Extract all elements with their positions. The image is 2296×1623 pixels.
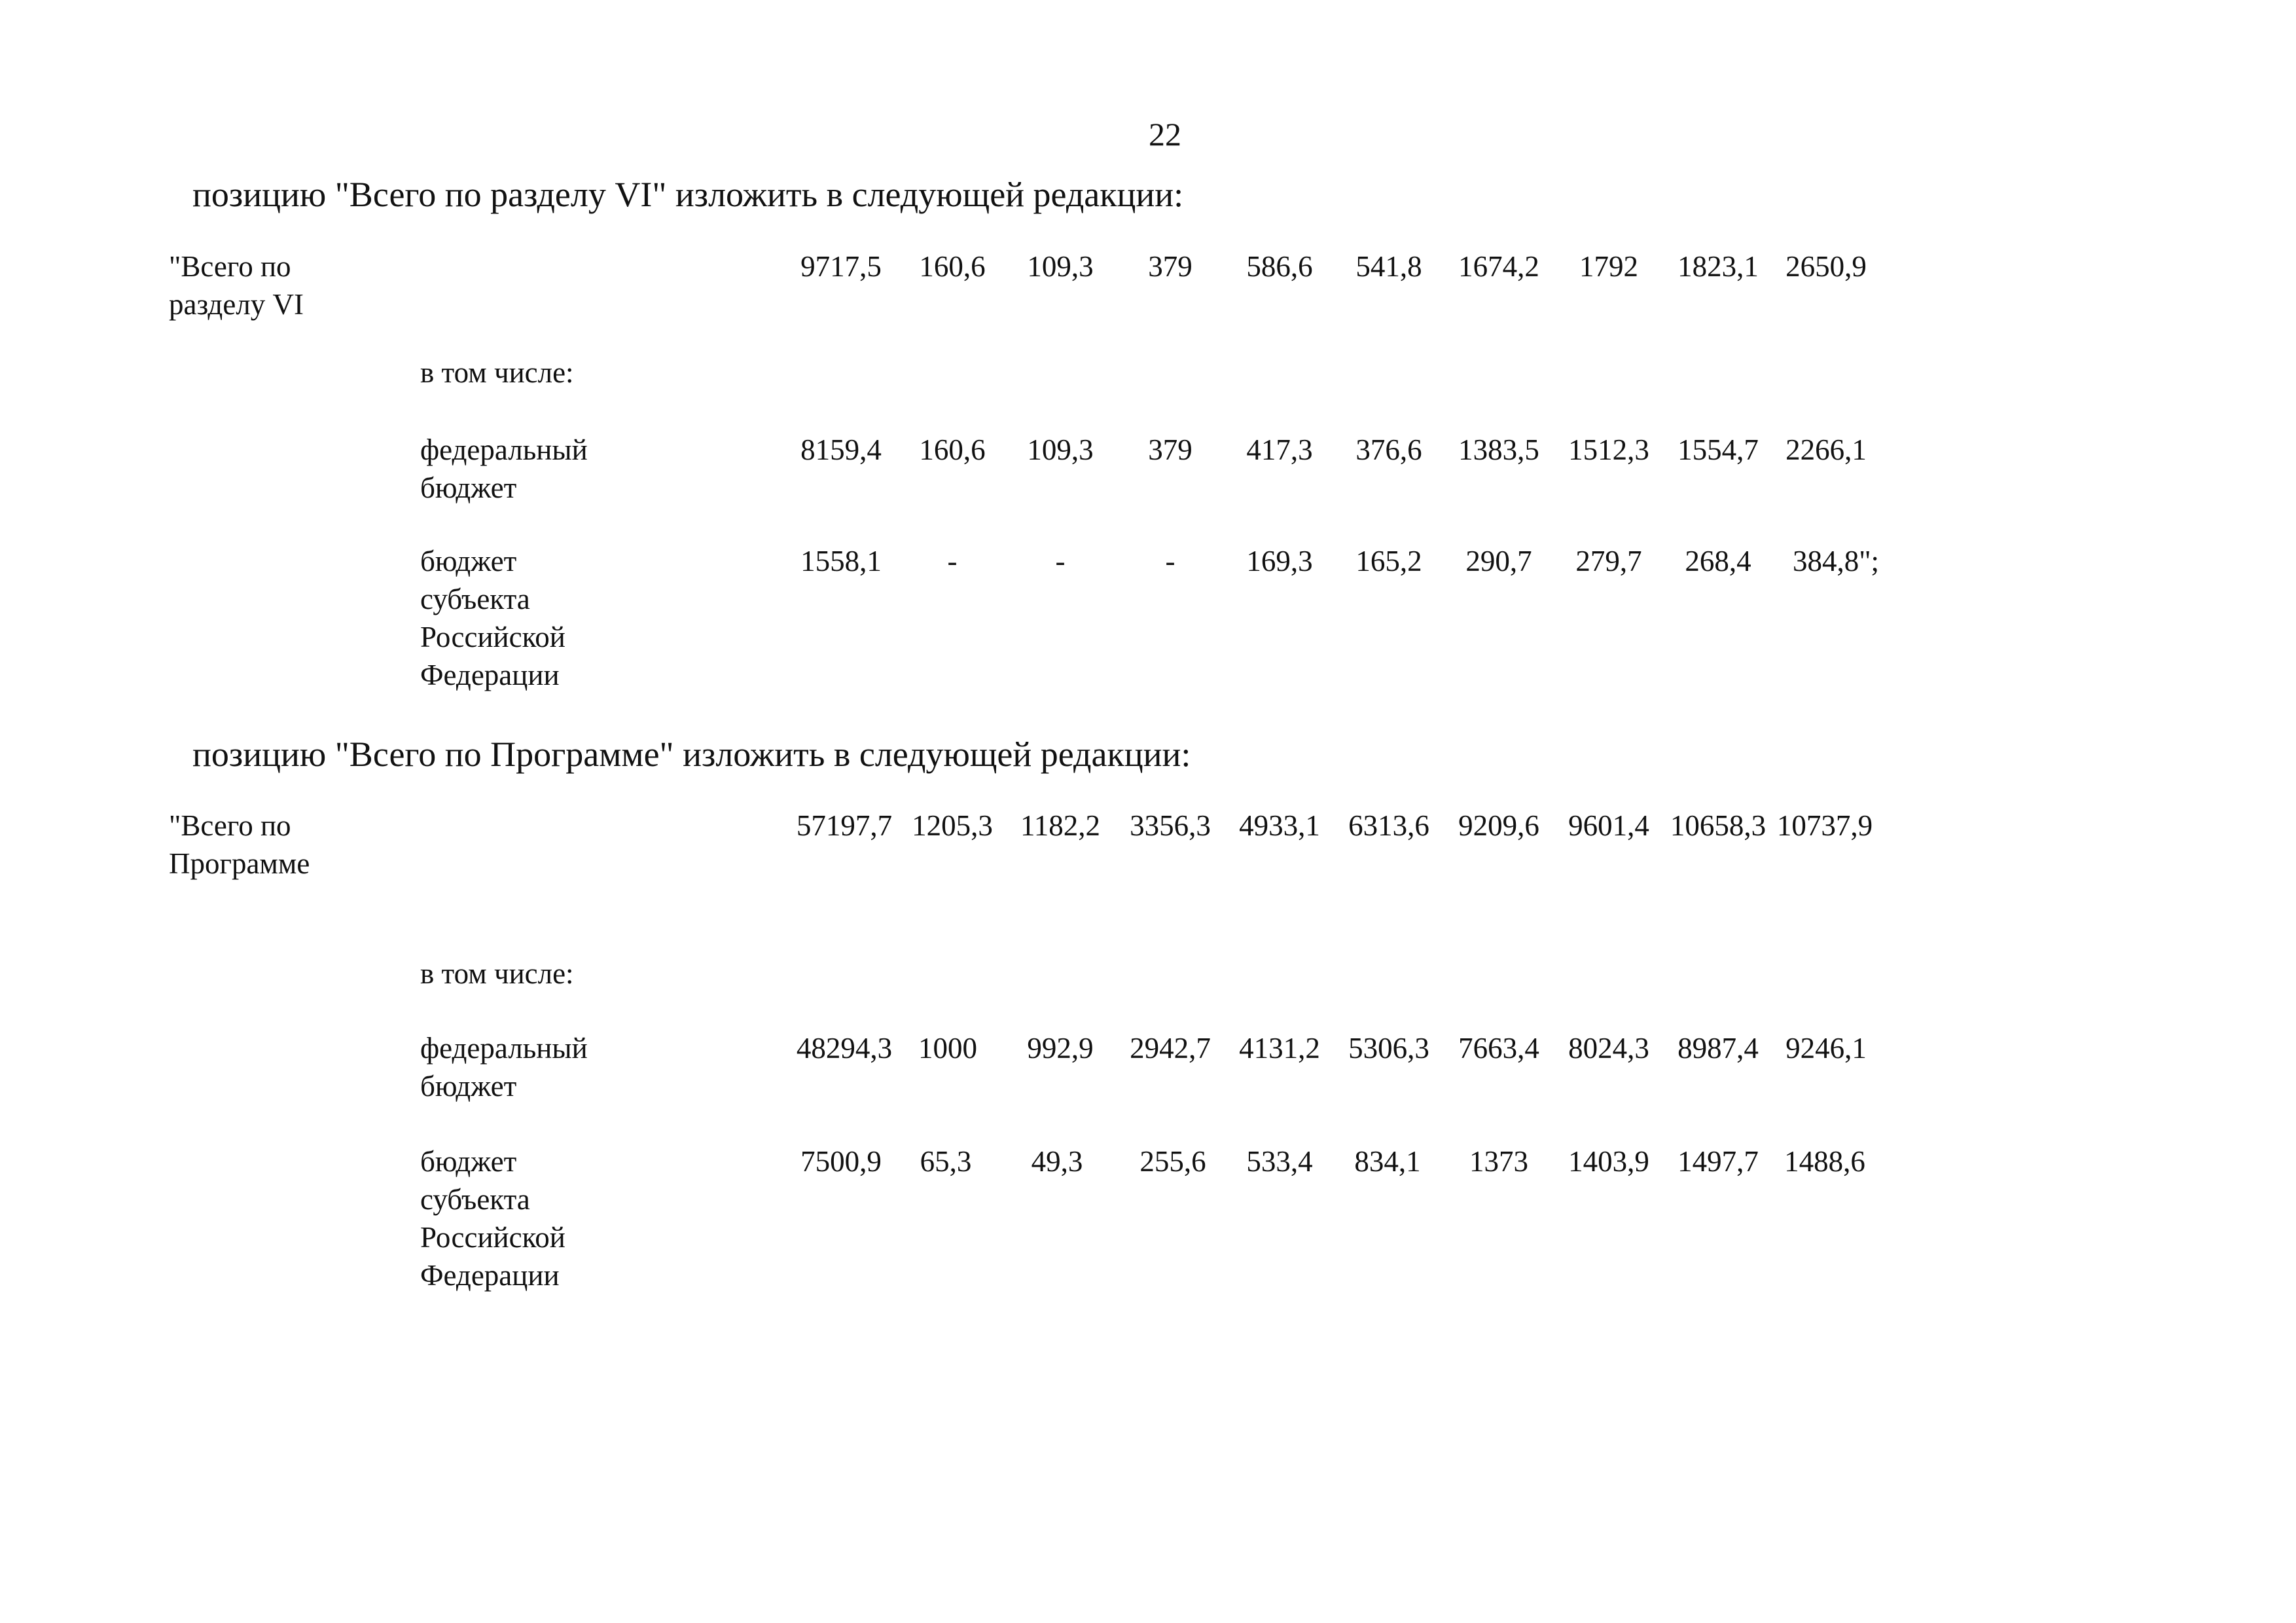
- value-cell: 992,9: [1027, 1032, 1094, 1065]
- value-cell: -: [1055, 545, 1066, 577]
- value-cell: 65,3: [920, 1145, 972, 1178]
- value-cell: 586,6: [1246, 250, 1313, 283]
- value-cell: 8987,4: [1677, 1032, 1759, 1065]
- value-cell: 1205,3: [912, 809, 993, 842]
- value-cell: 9246,1: [1785, 1032, 1867, 1065]
- value-cell: 2650,9: [1785, 250, 1867, 283]
- value-cell: 2266,1: [1785, 433, 1867, 466]
- label-line: бюджет: [420, 1070, 517, 1103]
- row-label-regional-budget: [420, 1142, 565, 1294]
- value-cell: 169,3: [1246, 545, 1313, 577]
- value-cell: 834,1: [1354, 1145, 1421, 1178]
- value-cell: 1554,7: [1677, 433, 1759, 466]
- value-cell: 1373: [1469, 1145, 1528, 1178]
- label-line: в том числе:: [420, 957, 574, 990]
- label-line: Программе: [169, 847, 310, 880]
- value-cell: 10658,3: [1670, 809, 1767, 842]
- value-cell: 290,7: [1465, 545, 1532, 577]
- value-cell: 1792: [1579, 250, 1638, 283]
- value-cell: 255,6: [1139, 1145, 1206, 1178]
- row-label-regional-budget: [420, 542, 565, 694]
- value-cell: 4131,2: [1239, 1032, 1320, 1065]
- label-line: Российской: [420, 1221, 565, 1254]
- value-cell: 1403,9: [1568, 1145, 1649, 1178]
- label-line: бюджет: [420, 1145, 517, 1178]
- value-cell: 533,4: [1246, 1145, 1313, 1178]
- value-cell: 1823,1: [1677, 250, 1759, 283]
- value-cell: 1383,5: [1458, 433, 1539, 466]
- value-cell: 268,4: [1685, 545, 1751, 577]
- label-line: Российской: [420, 621, 565, 653]
- value-cell: -: [1165, 545, 1175, 577]
- value-cell: 49,3: [1031, 1145, 1083, 1178]
- value-cell: 2942,7: [1130, 1032, 1211, 1065]
- label-line: бюджет: [420, 471, 517, 504]
- label-line: "Всего по: [169, 809, 291, 842]
- label-line: субъекта: [420, 583, 530, 615]
- row-label-including: [420, 354, 574, 392]
- row-label-federal-budget: [420, 431, 588, 507]
- value-cell: 10737,9: [1776, 809, 1873, 842]
- label-line: федеральный: [420, 1032, 588, 1065]
- value-cell: 1558,1: [800, 545, 882, 577]
- label-line: бюджет: [420, 545, 517, 577]
- value-cell: 379: [1148, 250, 1193, 283]
- instruction-section-vi: позицию "Всего по разделу VI" изложить в следующей редакции:: [192, 175, 1184, 214]
- value-cell: 1512,3: [1568, 433, 1649, 466]
- value-cell: 384,8";: [1792, 545, 1880, 577]
- value-cell: 160,6: [919, 433, 986, 466]
- value-cell: 541,8: [1355, 250, 1422, 283]
- row-label-including: [420, 955, 574, 993]
- instruction-program: позицию "Всего по Программе" изложить в следующей редакции:: [192, 735, 1191, 774]
- value-cell: 9209,6: [1458, 809, 1539, 842]
- value-cell: 9601,4: [1568, 809, 1649, 842]
- label-line: Федерации: [420, 1259, 560, 1292]
- value-cell: 109,3: [1027, 250, 1094, 283]
- value-cell: 4933,1: [1239, 809, 1320, 842]
- value-cell: 3356,3: [1130, 809, 1211, 842]
- value-cell: 48294,3: [796, 1032, 893, 1065]
- value-cell: 6313,6: [1348, 809, 1429, 842]
- value-cell: -: [947, 545, 958, 577]
- value-cell: 1488,6: [1784, 1145, 1865, 1178]
- label-line: разделу VI: [169, 288, 304, 321]
- value-cell: 165,2: [1355, 545, 1422, 577]
- value-cell: 7663,4: [1458, 1032, 1539, 1065]
- row-label-total-program: [169, 807, 310, 883]
- row-label-total-section-vi: [169, 247, 304, 323]
- value-cell: 160,6: [919, 250, 986, 283]
- value-cell: 5306,3: [1348, 1032, 1429, 1065]
- label-line: субъекта: [420, 1183, 530, 1216]
- value-cell: 1182,2: [1020, 809, 1101, 842]
- value-cell: 1000: [918, 1032, 977, 1065]
- label-line: Федерации: [420, 659, 560, 691]
- label-line: в том числе:: [420, 356, 574, 389]
- value-cell: 1674,2: [1458, 250, 1539, 283]
- value-cell: 57197,7: [796, 809, 893, 842]
- label-line: "Всего по: [169, 250, 291, 283]
- value-cell: 7500,9: [800, 1145, 882, 1178]
- value-cell: 379: [1148, 433, 1193, 466]
- value-cell: 8159,4: [800, 433, 882, 466]
- row-label-federal-budget: [420, 1029, 588, 1105]
- value-cell: 376,6: [1355, 433, 1422, 466]
- value-cell: 109,3: [1027, 433, 1094, 466]
- value-cell: 417,3: [1246, 433, 1313, 466]
- value-cell: 9717,5: [800, 250, 882, 283]
- value-cell: 1497,7: [1677, 1145, 1759, 1178]
- value-cell: 8024,3: [1568, 1032, 1649, 1065]
- value-cell: 279,7: [1575, 545, 1642, 577]
- page-number: 22: [1149, 116, 1181, 153]
- label-line: федеральный: [420, 433, 588, 466]
